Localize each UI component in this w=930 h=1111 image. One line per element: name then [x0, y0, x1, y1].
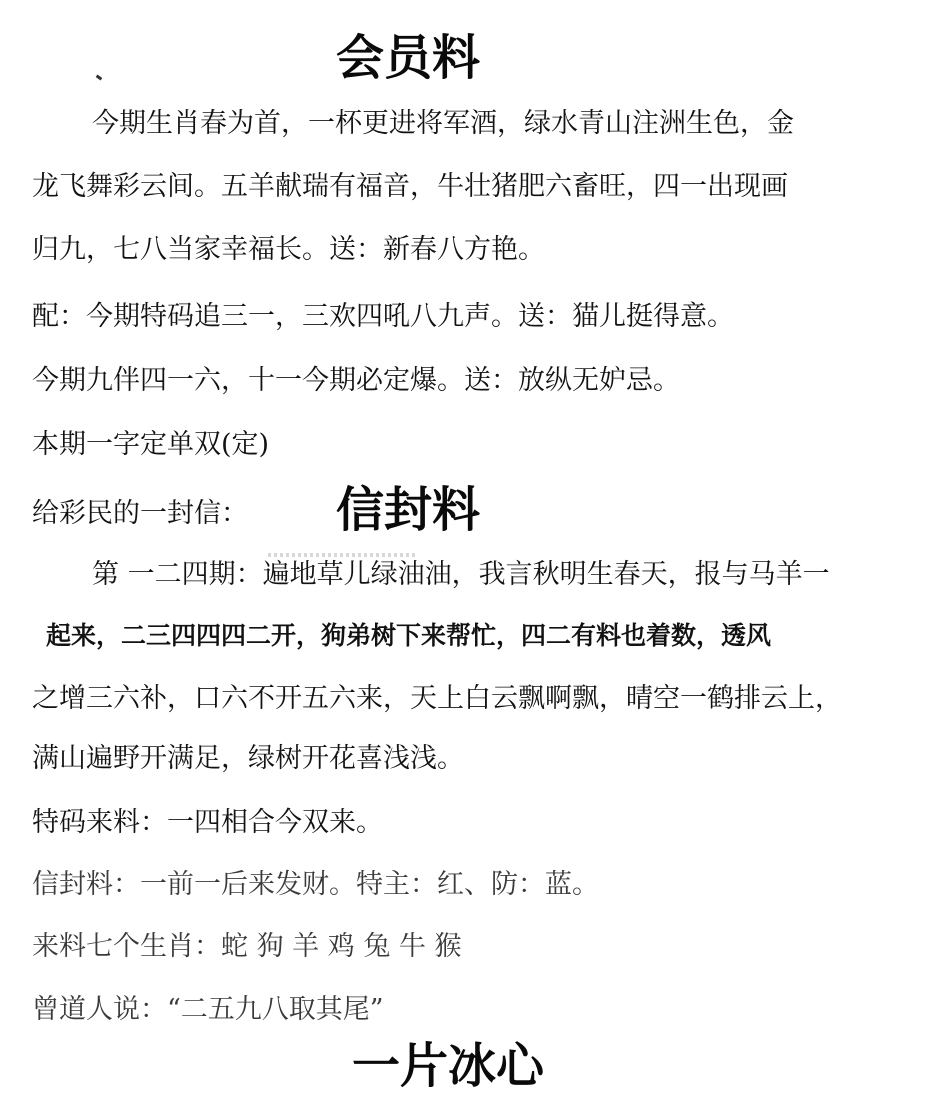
member-line-3: 归九，七八当家幸福长。送：新春八方艳。	[32, 234, 545, 265]
scan-smudge	[268, 553, 418, 557]
envelope-line-4: 满山遍野开满足，绿树开花喜浅浅。	[32, 743, 464, 774]
envelope-line-7: 来料七个生肖：蛇 狗 羊 鸡 兔 牛 猴	[32, 931, 462, 962]
envelope-line-1: 第 一二四期：遍地草儿绿油油，我言秋明生春天，报与马羊一	[92, 559, 830, 590]
member-title: 会员料	[336, 30, 481, 86]
member-line-6: 本期一字定单双(定)	[32, 429, 270, 460]
envelope-line-6: 信封料：一前一后来发财。特主：红、防：蓝。	[32, 869, 599, 900]
envelope-title: 信封料	[336, 482, 481, 538]
envelope-line-5: 特码来料：一四相合今双来。	[32, 807, 383, 838]
member-line-5: 今期九伴四一六，十一今期必定爆。送：放纵无妒忌。	[32, 365, 680, 396]
closing-title: 一片冰心	[352, 1038, 545, 1094]
envelope-line-8: 曾道人说：“二五九八取其尾”	[32, 994, 384, 1025]
scan-mark	[96, 75, 103, 81]
member-line-1: 今期生肖春为首，一杯更进将军酒，绿水青山注洲生色，金	[92, 108, 794, 139]
envelope-line-2: 起来，二三四四四二开，狗弟树下来帮忙，四二有料也着数，透风	[46, 621, 772, 650]
member-line-4: 配：今期特码追三一，三欢四吼八九声。送：猫儿挺得意。	[32, 301, 734, 332]
member-line-2: 龙飞舞彩云间。五羊献瑞有福音，牛壮猪肥六畜旺，四一出现画	[32, 171, 788, 202]
envelope-line-3: 之增三六补，口六不开五六来，天上白云飘啊飘，晴空一鹤排云上，	[32, 683, 842, 714]
letter-label: 给彩民的一封信：	[32, 498, 248, 529]
